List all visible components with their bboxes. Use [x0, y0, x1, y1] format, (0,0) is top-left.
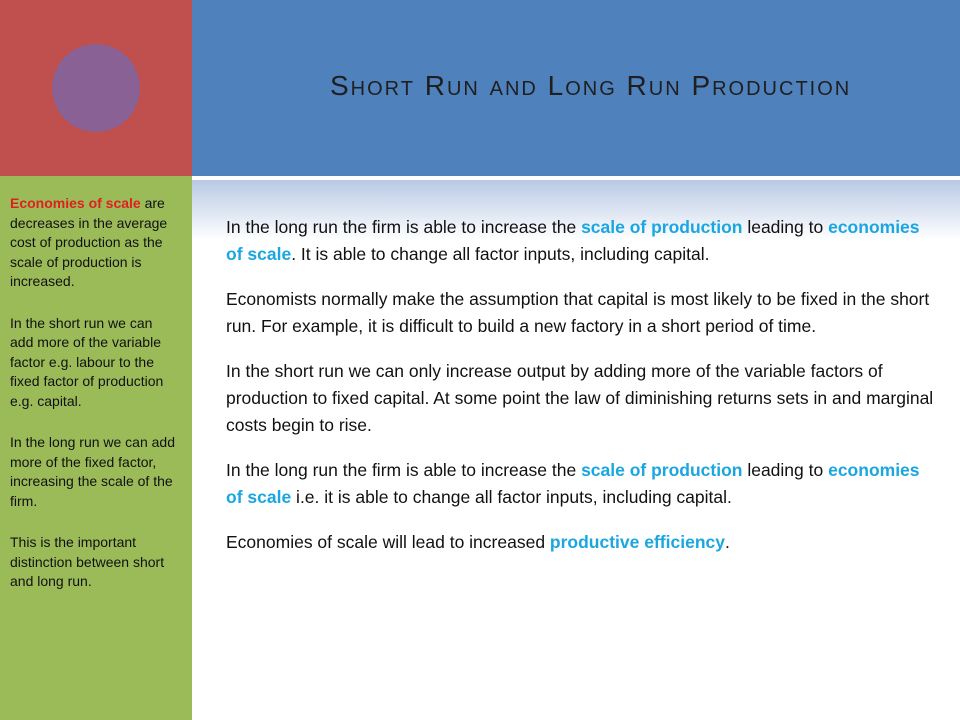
sidebar-definition: are decreases in the average cost of production as the scale of production is increased.: [10, 195, 168, 289]
text-segment: .: [724, 532, 730, 552]
text-segment: . It is able to change all factor inputs, including capital.: [291, 244, 710, 264]
paragraph-short-run: In the short run we can only increase output by adding more of the variable factors of production to fixed capital. At some point the law of diminishing returns sets in and marginal costs begin to rise.: [226, 361, 934, 435]
text-segment: In the long run the firm is able to increase the: [226, 217, 582, 237]
text-segment: leading to: [742, 460, 829, 480]
highlight-scale-of-production: scale of production: [581, 217, 743, 237]
sidebar-paragraph-long-run: In the long run we can add more of the fixed factor, increasing the scale of the firm.: [10, 434, 176, 509]
highlight-productive-efficiency: productive efficiency: [549, 532, 725, 552]
paragraph-efficiency: [226, 529, 938, 556]
text-segment: i.e. it is able to change all factor inputs, including capital.: [291, 487, 732, 507]
sidebar-term: Economies of scale: [10, 195, 141, 211]
text-segment: In the long run the firm is able to increase the: [226, 460, 582, 480]
text-segment: Economies of scale will lead to increased: [226, 532, 550, 552]
decorative-circle: [52, 44, 140, 132]
text-segment: leading to: [742, 217, 829, 237]
highlight-economies-of-scale: economies of scale: [226, 460, 920, 507]
paragraph-capital-fixed: Economists normally make the assumption that capital is most likely to be fixed in the short run. For example, it is difficult to build a new factory in a short period of time.: [226, 289, 930, 336]
sidebar-paragraph-short-run: In the short run we can add more of the variable factor e.g. labour to the fixed factor of production e.g. capital.: [10, 314, 164, 409]
paragraph-long-run-repeat: [226, 457, 938, 511]
paragraph-long-run: [226, 214, 938, 268]
highlight-economies-of-scale: economies of scale: [226, 217, 920, 264]
main-content: [226, 214, 938, 574]
highlight-scale-of-production: scale of production: [581, 460, 743, 480]
sidebar-notes: [0, 176, 192, 720]
slide-title: Short Run and Long Run Production: [330, 70, 852, 101]
sidebar-paragraph-definition: [10, 194, 178, 292]
sidebar-paragraph-distinction: This is the important distinction between short and long run.: [10, 534, 165, 589]
